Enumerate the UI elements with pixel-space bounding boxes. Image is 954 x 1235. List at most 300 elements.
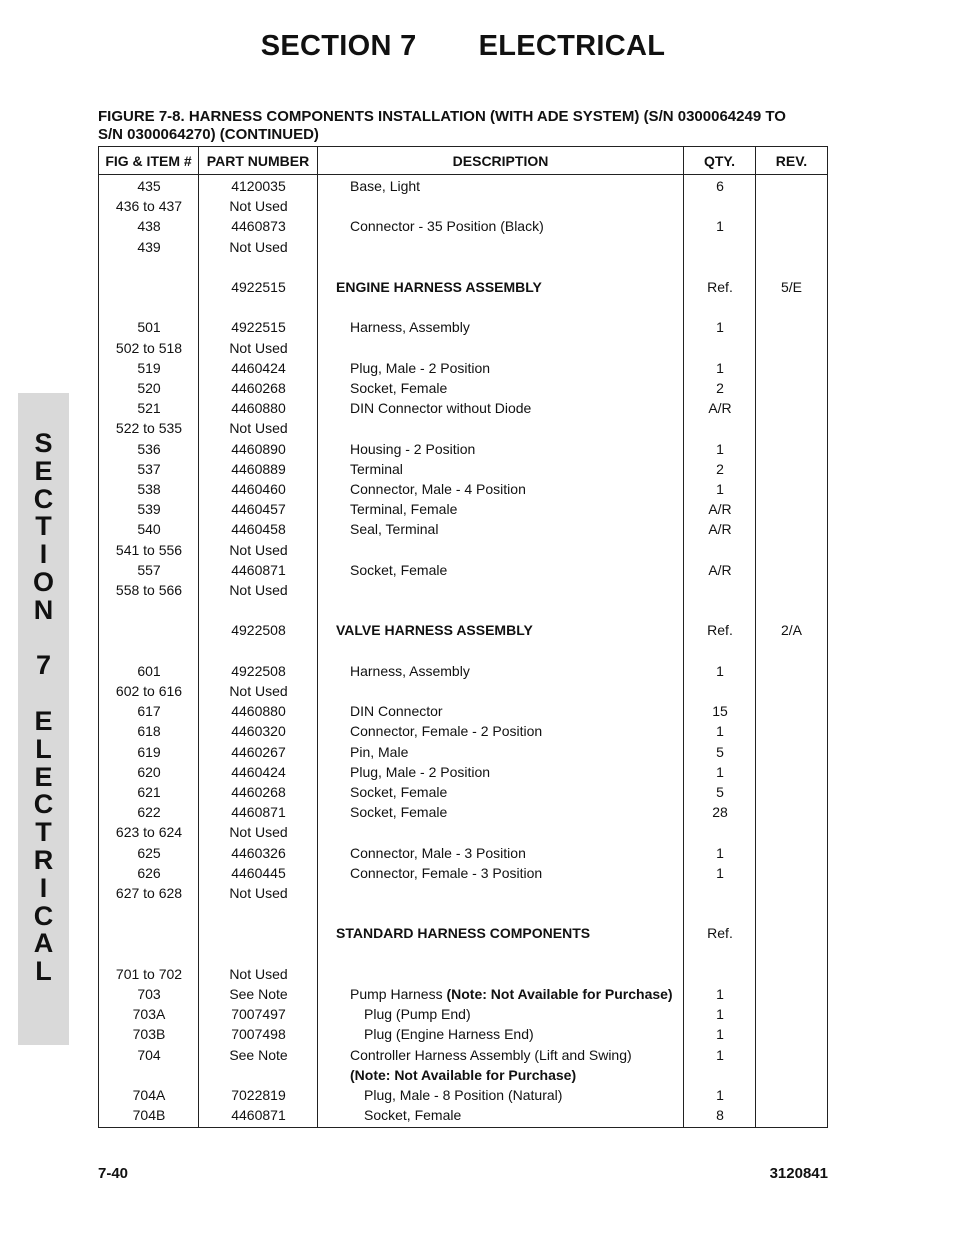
- table-row: [99, 661, 827, 681]
- item-cell: [99, 317, 199, 337]
- rev-cell: [756, 822, 827, 842]
- item-cell-text: 538: [137, 481, 161, 498]
- description-cell-text: Housing - 2 Position: [350, 440, 476, 457]
- table-row: [99, 964, 827, 984]
- description-cell: [318, 540, 684, 560]
- part-number-cell: [199, 439, 318, 459]
- qty-cell: [684, 196, 756, 216]
- description-cell: [318, 479, 684, 499]
- page-number: 7-40: [98, 1165, 129, 1182]
- item-cell-text: 701 to 702: [115, 965, 183, 982]
- rev-cell-text: 2/A: [780, 622, 802, 639]
- item-cell-text: 621: [137, 784, 161, 801]
- part-number-cell: [199, 216, 318, 236]
- qty-cell-text: A/R: [708, 501, 732, 518]
- rev-cell: [756, 802, 827, 822]
- qty-cell: [684, 439, 756, 459]
- qty-cell-text: 1: [716, 218, 724, 235]
- description-cell: [318, 863, 684, 883]
- qty-cell: [684, 519, 756, 539]
- description-cell-text: Pin, Male: [350, 743, 409, 760]
- item-cell-text: 601: [137, 662, 161, 679]
- part-number-cell: [199, 681, 318, 701]
- part-number-cell: [199, 237, 318, 257]
- description-cell: [318, 560, 684, 580]
- table-row: [99, 317, 827, 337]
- qty-cell: [684, 499, 756, 519]
- item-cell: [99, 439, 199, 459]
- qty-cell-text: A/R: [708, 521, 732, 538]
- description-cell: [318, 1105, 684, 1125]
- part-number-cell: [199, 277, 318, 297]
- part-number-cell-text: 4460871: [231, 1107, 286, 1124]
- part-number-cell-text: 4460320: [231, 723, 286, 740]
- description-cell: [318, 681, 684, 701]
- description-cell: [318, 1024, 684, 1044]
- item-cell-text: 619: [137, 743, 161, 760]
- item-cell-text: 502 to 518: [115, 339, 183, 356]
- table-row: [99, 216, 827, 236]
- rev-cell: [756, 378, 827, 398]
- rev-cell: [756, 479, 827, 499]
- rev-cell: [756, 176, 827, 196]
- part-number-cell: [199, 1105, 318, 1125]
- rev-cell: [756, 863, 827, 883]
- description-cell-text: Plug (Engine Harness End): [364, 1026, 534, 1043]
- table-row: [99, 540, 827, 560]
- rev-cell: [756, 398, 827, 418]
- description-cell: [318, 620, 684, 640]
- item-cell-text: 626: [137, 864, 161, 881]
- qty-cell: [684, 822, 756, 842]
- qty-cell: [684, 237, 756, 257]
- side-tab-letter: L: [35, 733, 52, 764]
- part-number-cell: [199, 923, 318, 943]
- part-number-cell-text: 7007497: [231, 1006, 286, 1023]
- part-number-cell-text: See Note: [229, 1046, 288, 1063]
- table-row: [99, 883, 827, 903]
- qty-cell-text: 28: [712, 804, 728, 821]
- description-cell: [318, 317, 684, 337]
- item-cell-text: 540: [137, 521, 161, 538]
- description-cell-text: Plug, Male - 2 Position: [350, 763, 491, 780]
- qty-cell: [684, 701, 756, 721]
- qty-cell-text: 1: [716, 844, 724, 861]
- table-row: [99, 984, 827, 1004]
- qty-cell-text: 1: [716, 864, 724, 881]
- qty-cell-text: 5: [716, 784, 724, 801]
- purchase-note: (Note: Not Available for Purchase): [446, 986, 673, 1003]
- item-cell-text: 436 to 437: [115, 198, 183, 215]
- description-cell-text: Plug, Male - 8 Position (Natural): [364, 1087, 563, 1104]
- qty-cell-text: 1: [716, 723, 724, 740]
- description-cell-text: Controller Harness Assembly (Lift and Swing): [350, 1046, 632, 1063]
- item-cell-text: 536: [137, 440, 161, 457]
- item-cell: [99, 721, 199, 741]
- description-cell: [318, 762, 684, 782]
- rev-cell: [756, 984, 827, 1004]
- side-tab-letter: 7: [35, 650, 52, 681]
- rev-cell: [756, 338, 827, 358]
- description-cell: [318, 964, 684, 984]
- part-number-cell: [199, 358, 318, 378]
- qty-cell-text: 1: [716, 319, 724, 336]
- part-number-cell: [199, 984, 318, 1004]
- item-cell-text: 541 to 556: [115, 541, 183, 558]
- rev-cell: [756, 196, 827, 216]
- description-cell-text: Terminal, Female: [350, 501, 458, 518]
- qty-cell: [684, 459, 756, 479]
- part-number-cell: [199, 721, 318, 741]
- description-cell: [318, 923, 684, 943]
- description-cell-text: Socket, Female: [350, 561, 448, 578]
- part-number-cell-text: 4460873: [231, 218, 286, 235]
- item-cell: [99, 863, 199, 883]
- description-cell-text: Connector, Male - 4 Position: [350, 481, 526, 498]
- qty-cell: [684, 418, 756, 438]
- qty-cell-text: Ref.: [707, 279, 733, 295]
- qty-cell: [684, 560, 756, 580]
- blank-row: [99, 944, 827, 964]
- side-tab-letter: O: [32, 567, 54, 597]
- qty-cell-text: A/R: [708, 561, 732, 578]
- rev-cell: [756, 317, 827, 337]
- table-row: [99, 1085, 827, 1105]
- part-number-cell-text: Not Used: [229, 420, 288, 437]
- description-cell: [318, 237, 684, 257]
- item-cell: [99, 338, 199, 358]
- description-cell-text: STANDARD HARNESS COMPONENTS: [336, 925, 591, 942]
- table-row: [99, 620, 827, 640]
- qty-cell-text: 1: [716, 1087, 724, 1104]
- item-cell: [99, 1105, 199, 1125]
- description-cell: [318, 398, 684, 418]
- item-cell: [99, 822, 199, 842]
- side-tab-letter: R: [33, 845, 54, 875]
- qty-cell: [684, 984, 756, 1004]
- description-cell-text: DIN Connector without Diode: [350, 400, 532, 417]
- qty-cell: [684, 176, 756, 196]
- col-header-description: DESCRIPTION: [318, 147, 684, 174]
- item-cell: [99, 984, 199, 1004]
- part-number-cell-text: Not Used: [229, 965, 288, 982]
- col-header-qty: QTY.: [684, 147, 756, 174]
- table-row: [99, 721, 827, 741]
- description-cell: [318, 519, 684, 539]
- part-number-cell-text: 4460445: [231, 864, 286, 881]
- rev-cell: [756, 762, 827, 782]
- side-tab-letter: N: [33, 594, 54, 625]
- rev-cell: [756, 499, 827, 519]
- qty-cell: [684, 378, 756, 398]
- purchase-note: (Note: Not Available for Purchase): [350, 1066, 577, 1083]
- rev-cell: [756, 701, 827, 721]
- table-row: [99, 439, 827, 459]
- rev-cell: [756, 580, 827, 600]
- part-number-cell: [199, 338, 318, 358]
- description-cell-text: Pump Harness: [350, 986, 447, 1003]
- table-row: [99, 782, 827, 802]
- parts-table: [98, 146, 828, 1128]
- qty-cell: [684, 863, 756, 883]
- item-cell: [99, 1045, 199, 1085]
- item-cell-text: 703B: [132, 1026, 166, 1043]
- rev-cell: [756, 964, 827, 984]
- side-tab-letter: I: [39, 872, 48, 903]
- part-number-cell-text: 4460268: [231, 784, 286, 801]
- qty-cell: [684, 964, 756, 984]
- item-cell: [99, 701, 199, 721]
- item-cell-text: 519: [137, 359, 161, 376]
- rev-cell: [756, 560, 827, 580]
- item-cell: [99, 560, 199, 580]
- item-cell: [99, 398, 199, 418]
- part-number-cell-text: Not Used: [229, 824, 288, 841]
- part-number-cell: [199, 964, 318, 984]
- rev-cell: [756, 1085, 827, 1105]
- part-number-cell: [199, 499, 318, 519]
- item-cell: [99, 580, 199, 600]
- table-row: [99, 762, 827, 782]
- qty-cell: [684, 883, 756, 903]
- part-number-cell: [199, 459, 318, 479]
- description-cell: [318, 499, 684, 519]
- qty-cell: [684, 681, 756, 701]
- side-tab-letter: C: [33, 789, 54, 820]
- description-cell-text: Connector, Female - 3 Position: [350, 864, 543, 881]
- blank-row: [99, 600, 827, 620]
- description-cell: [318, 701, 684, 721]
- rev-cell: [756, 1004, 827, 1024]
- table-row: [99, 1045, 827, 1085]
- side-tab-letter: E: [34, 761, 53, 792]
- rev-cell: [756, 418, 827, 438]
- qty-cell: [684, 1085, 756, 1105]
- part-number-cell-text: 4460267: [231, 743, 286, 760]
- item-cell: [99, 479, 199, 499]
- item-cell-text: 703A: [132, 1006, 166, 1023]
- section-heading: [0, 30, 926, 63]
- item-cell-text: 438: [137, 218, 161, 235]
- description-cell-text: Harness, Assembly: [350, 662, 470, 679]
- qty-cell: [684, 923, 756, 943]
- section-subject: ELECTRICAL: [478, 30, 666, 62]
- part-number-cell-text: 4922515: [231, 319, 286, 336]
- table-row: [99, 1024, 827, 1044]
- description-cell-text: Connector - 35 Position (Black): [350, 218, 544, 235]
- description-cell: [318, 822, 684, 842]
- side-tab-letter: T: [35, 817, 52, 848]
- part-number-cell-text: 4460458: [231, 521, 286, 538]
- table-row: [99, 338, 827, 358]
- description-cell-text: Terminal: [350, 460, 403, 477]
- part-number-cell-text: 4460424: [231, 763, 286, 780]
- rev-cell: [756, 358, 827, 378]
- part-number-cell-text: 4120035: [231, 178, 286, 194]
- side-tab-letter: C: [33, 483, 54, 514]
- item-cell: [99, 418, 199, 438]
- table-row: [99, 358, 827, 378]
- qty-cell-text: 1: [716, 763, 724, 780]
- item-cell-text: 704A: [132, 1087, 166, 1104]
- description-cell: [318, 378, 684, 398]
- rev-cell: [756, 540, 827, 560]
- item-cell-text: 537: [137, 460, 161, 477]
- side-tab-letter: S: [34, 428, 53, 458]
- qty-cell: [684, 742, 756, 762]
- rev-cell: [756, 1045, 827, 1085]
- part-number-cell: [199, 580, 318, 600]
- description-cell: [318, 742, 684, 762]
- col-header-item: FIG & ITEM #: [99, 147, 199, 174]
- item-cell: [99, 459, 199, 479]
- part-number-cell-text: 7022819: [231, 1087, 286, 1104]
- side-tab-letter: T: [35, 511, 52, 542]
- part-number-cell: [199, 398, 318, 418]
- document-number: 3120841: [769, 1165, 828, 1182]
- qty-cell: [684, 317, 756, 337]
- description-cell: [318, 338, 684, 358]
- item-cell: [99, 620, 199, 640]
- qty-cell: [684, 398, 756, 418]
- description-cell: [318, 196, 684, 216]
- item-cell: [99, 1085, 199, 1105]
- table-row: [99, 519, 827, 539]
- table-row: [99, 923, 827, 943]
- item-cell: [99, 378, 199, 398]
- rev-cell: [756, 883, 827, 903]
- description-cell-text: Socket, Female: [364, 1107, 462, 1124]
- item-cell: [99, 843, 199, 863]
- qty-cell: [684, 540, 756, 560]
- part-number-cell: [199, 1024, 318, 1044]
- item-cell: [99, 742, 199, 762]
- qty-cell: [684, 1024, 756, 1044]
- table-row: [99, 176, 827, 196]
- part-number-cell-text: 4460880: [231, 400, 286, 417]
- item-cell-text: 602 to 616: [115, 683, 183, 700]
- table-row: [99, 580, 827, 600]
- qty-cell-text: 1: [716, 359, 724, 376]
- item-cell-text: 501: [137, 319, 161, 336]
- item-cell-text: 703: [137, 986, 161, 1003]
- part-number-cell-text: 4460889: [231, 460, 286, 477]
- part-number-cell-text: Not Used: [229, 582, 288, 599]
- part-number-cell: [199, 479, 318, 499]
- figure-title-line-1: FIGURE 7-8. HARNESS COMPONENTS INSTALLATION (WITH ADE SYSTEM) (S/N 0300064249 TO: [98, 108, 786, 125]
- part-number-cell-text: Not Used: [229, 238, 288, 255]
- table-row: [99, 843, 827, 863]
- part-number-cell: [199, 802, 318, 822]
- description-cell-text: VALVE HARNESS ASSEMBLY: [336, 622, 533, 639]
- part-number-cell: [199, 196, 318, 216]
- part-number-cell-text: 4922515: [231, 279, 286, 295]
- table-row: [99, 560, 827, 580]
- rev-cell: [756, 721, 827, 741]
- rev-cell: [756, 681, 827, 701]
- col-header-rev: REV.: [775, 152, 808, 169]
- qty-cell: [684, 782, 756, 802]
- part-number-cell: [199, 418, 318, 438]
- part-number-cell: [199, 1085, 318, 1105]
- qty-cell-text: Ref.: [707, 925, 733, 942]
- item-cell: [99, 216, 199, 236]
- part-number-cell: [199, 843, 318, 863]
- rev-cell: [756, 661, 827, 681]
- part-number-cell: [199, 822, 318, 842]
- description-cell-text: Socket, Female: [350, 784, 448, 801]
- table-row: [99, 1004, 827, 1024]
- qty-cell: [684, 661, 756, 681]
- qty-cell-text: 1: [716, 440, 724, 457]
- item-cell: [99, 964, 199, 984]
- item-cell-text: 625: [137, 844, 161, 861]
- table-header-row: [99, 147, 827, 175]
- description-cell: [318, 1004, 684, 1024]
- rev-cell: [756, 742, 827, 762]
- item-cell: [99, 358, 199, 378]
- qty-cell: [684, 721, 756, 741]
- description-cell-text: Seal, Terminal: [350, 521, 439, 538]
- part-number-cell: [199, 560, 318, 580]
- qty-cell: [684, 620, 756, 640]
- rev-cell: [756, 237, 827, 257]
- part-number-cell: [199, 317, 318, 337]
- item-cell-text: 520: [137, 380, 161, 396]
- qty-cell-text: 1: [716, 1026, 724, 1043]
- blank-row: [99, 903, 827, 923]
- figure-title: [98, 108, 838, 144]
- qty-cell: [684, 216, 756, 236]
- part-number-cell-text: 4460880: [231, 703, 286, 720]
- description-cell-text: Plug, Male - 2 Position: [350, 359, 491, 376]
- description-cell-text: Connector, Male - 3 Position: [350, 844, 526, 861]
- description-cell: [318, 782, 684, 802]
- part-number-cell-text: 4922508: [231, 622, 286, 639]
- part-number-cell: [199, 620, 318, 640]
- qty-cell-text: A/R: [708, 400, 732, 417]
- part-number-cell-text: Not Used: [229, 198, 288, 215]
- qty-cell-text: 1: [716, 662, 724, 679]
- item-cell: [99, 519, 199, 539]
- section-side-tab: [18, 393, 69, 1045]
- description-cell: [318, 1085, 684, 1105]
- blank-row: [99, 257, 827, 277]
- qty-cell-text: 1: [716, 481, 724, 498]
- item-cell: [99, 762, 199, 782]
- description-cell-text: Plug (Pump End): [364, 1006, 471, 1023]
- description-cell: [318, 661, 684, 681]
- blank-row: [99, 641, 827, 661]
- section-number: SECTION 7: [260, 30, 417, 62]
- part-number-cell-text: 4460457: [231, 501, 286, 518]
- item-cell-text: 620: [137, 763, 161, 780]
- description-cell: [318, 439, 684, 459]
- qty-cell: [684, 762, 756, 782]
- item-cell-text: 617: [137, 703, 161, 720]
- item-cell-text: 622: [137, 804, 161, 821]
- part-number-cell: [199, 863, 318, 883]
- description-cell: [318, 176, 684, 196]
- part-number-cell: [199, 519, 318, 539]
- item-cell: [99, 499, 199, 519]
- part-number-cell-text: 4460268: [231, 380, 286, 396]
- part-number-cell-text: 4460871: [231, 561, 286, 578]
- description-cell: [318, 802, 684, 822]
- table-row: [99, 822, 827, 842]
- part-number-cell-text: Not Used: [229, 885, 288, 902]
- item-cell-text: 435: [137, 178, 161, 194]
